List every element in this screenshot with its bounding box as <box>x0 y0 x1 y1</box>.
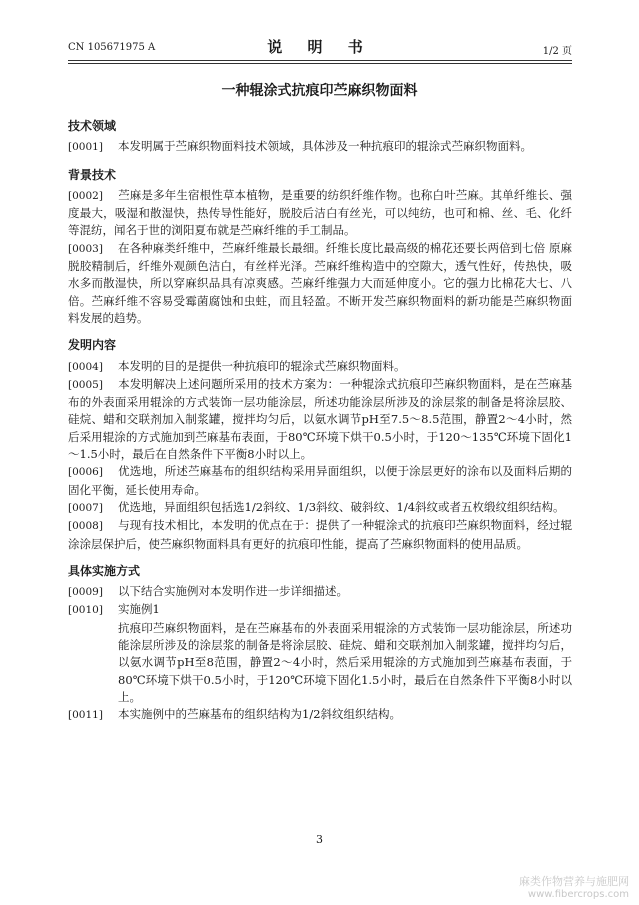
section-heading-background: 背景技术 <box>68 167 117 182</box>
watermark-title: 麻类作物营养与施肥网 <box>519 875 629 888</box>
paragraph-number: [0003] <box>68 242 103 255</box>
paragraph-0010-body: 抗痕印苎麻织物面料，是在苎麻基布的外表面采用辊涂的方式装饰一层功能涂层，所述功能涂层所涉及的涂层浆的制备是将涂层胶、硅烷、蜡和交联剂加入制浆罐，搅拌均匀后，以氨水调节pH至8范围，静置2～4小时，然后采用辊涂的方式施加到苎麻基布表面，于80℃环境下烘干0.5小时，于120℃环境下固化1.5小时，最后在自然条件下平衡8小时以上。 <box>118 620 572 704</box>
paragraph-0011 <box>68 706 572 724</box>
header-rule-secondary <box>68 63 572 64</box>
paragraph-number: [0001] <box>68 141 103 154</box>
paragraph-0007 <box>68 499 572 517</box>
paragraph-text: 优选地，异面组织包括选1/2斜纹、1/3斜纹、破斜纹、1/4斜纹或者五枚缎纹组织结构。 <box>118 499 565 514</box>
paragraph-number: [0008] <box>68 520 103 533</box>
document-type: 说 明 书 <box>267 38 373 56</box>
paragraph-number: [0007] <box>68 501 103 514</box>
document-title: 一种辊涂式抗痕印苎麻织物面料 <box>221 83 418 99</box>
paragraph-number: [0010] <box>68 604 103 617</box>
paragraph-0004 <box>68 358 572 376</box>
paragraph-0005 <box>68 376 572 463</box>
paragraph-number: [0006] <box>68 466 103 479</box>
page-indicator: 1/2 页 <box>542 46 572 57</box>
paragraph-0010 <box>68 601 572 619</box>
page-header <box>68 36 572 58</box>
paragraph-number: [0009] <box>68 586 103 599</box>
paragraph-number: [0002] <box>68 189 103 202</box>
section-heading-invention: 发明内容 <box>68 338 117 353</box>
paragraph-text: 优选地，所述苎麻基布的组织结构采用异面组织，以便于涂层更好的涂布以及面料后期的固化平衡，延长使用寿命。 <box>68 464 572 497</box>
paragraph-number: [0011] <box>68 709 103 722</box>
paragraph-0001 <box>68 138 572 156</box>
paragraph-text: 本实施例中的苎麻基布的组织结构为1/2斜纹组织结构。 <box>118 707 402 722</box>
paragraph-text: 实施例1 <box>118 602 160 617</box>
paragraph-text: 与现有技术相比，本发明的优点在于：提供了一种辊涂式的抗痕印苎麻织物面料，经过辊涂涂层保护后，使苎麻织物面料具有更好的抗痕印性能，提高了苎麻织物面料的使用品质。 <box>68 518 572 551</box>
paragraph-text: 本发明解决上述问题所采用的技术方案为：一种辊涂式抗痕印苎麻织物面料，是在苎麻基布的外表面采用辊涂的方式装饰一层功能涂层，所述功能涂层所涉及的涂层浆的制备是将涂层胶、硅烷、蜡和交联剂加入制浆罐，搅拌均匀后，以氨水调节pH至7.5～8.5范围，静置2～4小时，然后采用辊涂的方式施加到苎麻基布表面，于80℃环境下烘干0.5小时，于120～135℃环境下固化1～1.5小时，最后在自然条件下平衡8小时以上。 <box>68 376 572 462</box>
paragraph-0008 <box>68 517 572 553</box>
section-heading-tech-field: 技术领域 <box>68 119 117 133</box>
paragraph-text: 本发明的目的是提供一种抗痕印的辊涂式苎麻织物面料。 <box>118 358 406 373</box>
paragraph-0009 <box>68 583 572 601</box>
section-heading-embodiment: 具体实施方式 <box>68 563 141 578</box>
header-rule <box>68 60 572 61</box>
document-body <box>68 118 572 725</box>
paragraph-0003 <box>68 240 572 327</box>
paragraph-0006 <box>68 463 572 499</box>
paragraph-text: 以下结合实施例对本发明作进一步详细描述。 <box>118 584 348 599</box>
paragraph-text: 本发明属于苎麻织物面料技术领域，具体涉及一种抗痕印的辊涂式苎麻织物面料。 <box>118 139 532 154</box>
patent-number: CN 105671975 A <box>68 42 156 53</box>
paragraph-number: [0004] <box>68 360 103 373</box>
page-number: 3 <box>316 833 323 846</box>
paragraph-text: 苎麻是多年生宿根性草本植物，是重要的纺织纤维作物。也称白叶苎麻。其单纤维长、强度最大，吸湿和散湿快，热传导性能好，脱胶后洁白有丝光，可以纯纺，也可和棉、丝、毛、化纤等混纺，闻名于世的浏阳夏布就是苎麻纤维的手工制品。 <box>68 187 572 238</box>
paragraph-number: [0005] <box>68 378 103 391</box>
paragraph-text: 在各种麻类纤维中，苎麻纤维最长最细。纤维长度比最高级的棉花还要长两倍到七倍 原麻脱胶精制后，纤维外观颜色洁白，有丝样光泽。苎麻纤维构造中的空隙大，透气性好，传热快，吸水多而散湿快，所以穿麻织品具有凉爽感。苎麻纤维强力大而延伸度小。它的强力比棉花大七、八倍。苎麻纤维不容易受霉菌腐蚀和虫蛀，而且轻盈。不断开发苎麻织物面料的新功能是苎麻织物面料发展的趋势。 <box>68 240 572 325</box>
watermark-url: www.fibercrops.com <box>527 889 629 900</box>
paragraph-0002 <box>68 187 572 240</box>
